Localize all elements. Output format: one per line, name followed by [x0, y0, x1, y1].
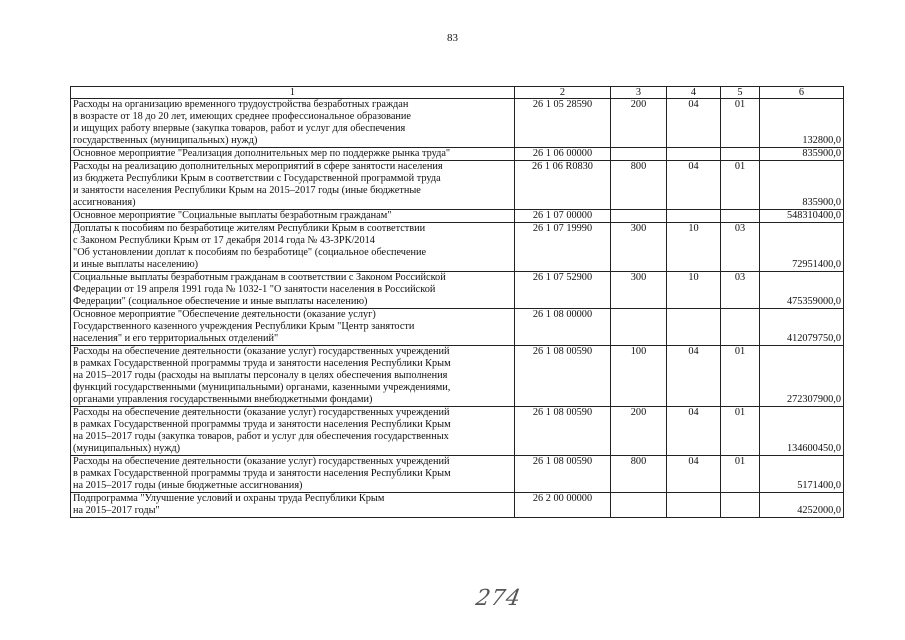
- table-row: [71, 407, 844, 456]
- row-description: Расходы на организацию временного трудоустройства безработных граждан в возрасте от 18 до 20 лет, имеющих среднее профессиональное образование и ищущих работу впервые (закупка товаров, работ и услуг для обеспечения государственных (муниципальных) нужд): [71, 99, 515, 148]
- row-section: [667, 493, 721, 518]
- table-row: [71, 99, 844, 148]
- row-section: 04: [667, 456, 721, 493]
- row-expense-type: [611, 309, 667, 346]
- header-col-6: 6: [760, 87, 844, 99]
- table-row: [71, 346, 844, 407]
- row-amount: 412079750,0: [760, 309, 844, 346]
- row-target-code: 26 1 06 R0830: [515, 161, 611, 210]
- row-expense-type: [611, 493, 667, 518]
- row-expense-type: 200: [611, 99, 667, 148]
- row-subsection: 01: [721, 407, 760, 456]
- row-subsection: 01: [721, 456, 760, 493]
- header-col-2: 2: [515, 87, 611, 99]
- table-row: [71, 272, 844, 309]
- header-col-1: 1: [71, 87, 515, 99]
- row-description: Расходы на обеспечение деятельности (оказание услуг) государственных учреждений в рамках Государственной программы труда и занятости населения Республики Крым на 2015–2017 годы (закупка товаров, работ и услуг для обеспечения государственных (муниципальных) нужд): [71, 407, 515, 456]
- row-target-code: 26 1 06 00000: [515, 148, 611, 161]
- row-description: Расходы на обеспечение деятельности (оказание услуг) государственных учреждений в рамках Государственной программы труда и занятости населения Республики Крым на 2015–2017 годы (расходы на выплаты персоналу в целях обеспечения выполнения функций государственными (муниципальными) органами, казенными учреждениями, органами управления государственными внебюджетными фондами): [71, 346, 515, 407]
- row-description: Основное мероприятие "Социальные выплаты безработным гражданам": [71, 210, 515, 223]
- row-section: 04: [667, 161, 721, 210]
- row-target-code: 26 1 08 00000: [515, 309, 611, 346]
- row-expense-type: 300: [611, 272, 667, 309]
- row-section: 10: [667, 223, 721, 272]
- row-expense-type: 200: [611, 407, 667, 456]
- row-section: 04: [667, 99, 721, 148]
- row-amount: 272307900,0: [760, 346, 844, 407]
- row-expense-type: [611, 148, 667, 161]
- table-row: [71, 309, 844, 346]
- row-target-code: 26 1 08 00590: [515, 456, 611, 493]
- row-subsection: [721, 210, 760, 223]
- row-amount: 475359000,0: [760, 272, 844, 309]
- row-description: Расходы на обеспечение деятельности (оказание услуг) государственных учреждений в рамках Государственной программы труда и занятости населения Республики Крым на 2015–2017 годы (иные бюджетные ассигнования): [71, 456, 515, 493]
- row-description: Расходы на реализацию дополнительных мероприятий в сфере занятости населения из бюджета Республики Крым в соответствии с Государственной программой труда и занятости населения Республики Крым на 2015–2017 годы (иные бюджетные ассигнования): [71, 161, 515, 210]
- row-subsection: [721, 493, 760, 518]
- row-section: 04: [667, 346, 721, 407]
- row-target-code: 26 1 07 00000: [515, 210, 611, 223]
- table-header-row: [71, 87, 844, 99]
- row-amount: 134600450,0: [760, 407, 844, 456]
- row-amount: 835900,0: [760, 148, 844, 161]
- row-amount: 548310400,0: [760, 210, 844, 223]
- row-section: [667, 309, 721, 346]
- row-section: [667, 148, 721, 161]
- row-description: Основное мероприятие "Реализация дополнительных мер по поддержке рынка труда": [71, 148, 515, 161]
- table-row: [71, 493, 844, 518]
- table-row: [71, 161, 844, 210]
- row-subsection: 03: [721, 223, 760, 272]
- row-expense-type: [611, 210, 667, 223]
- row-section: 10: [667, 272, 721, 309]
- table-row: [71, 148, 844, 161]
- table-row: [71, 223, 844, 272]
- row-amount: 132800,0: [760, 99, 844, 148]
- row-subsection: 03: [721, 272, 760, 309]
- row-description: Доплаты к пособиям по безработице жителям Республики Крым в соответствии с Законом Республики Крым от 17 декабря 2014 года № 43-ЗРК/2014 "Об установлении доплат к пособиям по безработице" (социальное обеспечение и иные выплаты населению): [71, 223, 515, 272]
- row-expense-type: 100: [611, 346, 667, 407]
- row-subsection: 01: [721, 346, 760, 407]
- budget-table: [70, 86, 844, 518]
- row-expense-type: 800: [611, 161, 667, 210]
- row-description: Основное мероприятие "Обеспечение деятельности (оказание услуг) Государственного казенного учреждения Республики Крым "Центр занятости населения" и его территориальных отделений": [71, 309, 515, 346]
- row-amount: 5171400,0: [760, 456, 844, 493]
- row-amount: 72951400,0: [760, 223, 844, 272]
- row-target-code: 26 2 00 00000: [515, 493, 611, 518]
- row-description: Социальные выплаты безработным гражданам в соответствии с Законом Российской Федерации от 19 апреля 1991 года № 1032-1 "О занятости населения в Российской Федерации" (социальное обеспечение и иные выплаты населению): [71, 272, 515, 309]
- row-amount: 835900,0: [760, 161, 844, 210]
- row-subsection: 01: [721, 161, 760, 210]
- row-subsection: [721, 148, 760, 161]
- row-expense-type: 300: [611, 223, 667, 272]
- row-section: [667, 210, 721, 223]
- page-number: 83: [447, 32, 458, 44]
- row-target-code: 26 1 07 52900: [515, 272, 611, 309]
- row-target-code: 26 1 08 00590: [515, 407, 611, 456]
- handwritten-page-mark: 274: [473, 586, 524, 611]
- row-target-code: 26 1 07 19990: [515, 223, 611, 272]
- header-col-5: 5: [721, 87, 760, 99]
- table-row: [71, 456, 844, 493]
- row-description: Подпрограмма "Улучшение условий и охраны труда Республики Крым на 2015–2017 годы": [71, 493, 515, 518]
- row-target-code: 26 1 08 00590: [515, 346, 611, 407]
- row-subsection: 01: [721, 99, 760, 148]
- table-row: [71, 210, 844, 223]
- row-subsection: [721, 309, 760, 346]
- row-amount: 4252000,0: [760, 493, 844, 518]
- row-section: 04: [667, 407, 721, 456]
- header-col-3: 3: [611, 87, 667, 99]
- row-expense-type: 800: [611, 456, 667, 493]
- row-target-code: 26 1 05 28590: [515, 99, 611, 148]
- header-col-4: 4: [667, 87, 721, 99]
